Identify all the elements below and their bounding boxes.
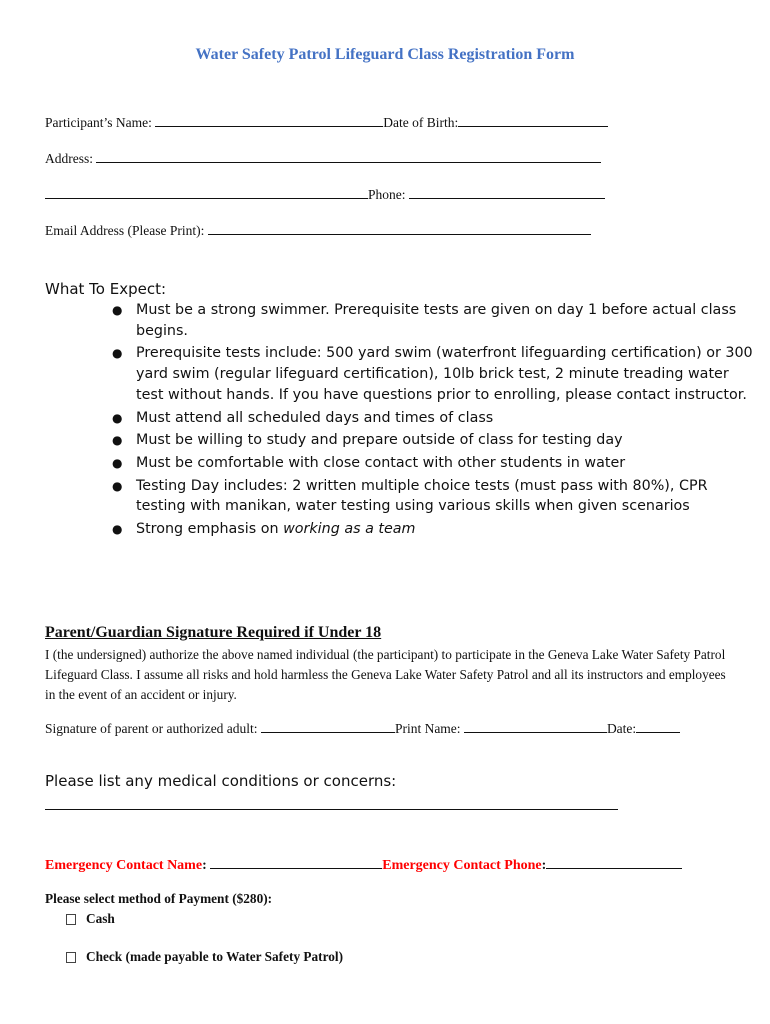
list-item: ● Testing Day includes: 2 written multiple choice tests (must pass with 80%), CPR testing with manikan, water testing using various skills when given scenarios [112,477,708,515]
bullet-icon: ● [112,346,123,361]
payment-option-cash[interactable] [66,911,115,927]
bullet-icon: ● [112,303,123,317]
medical-field[interactable] [45,797,618,810]
participant-name-label: Participant’s Name: [45,115,152,130]
signature-row [45,720,680,737]
address-label: Address: [45,151,93,166]
email-field[interactable] [208,222,591,235]
guardian-heading: Parent/Guardian Signature Required if Under 18 [45,624,382,641]
phone-label: Phone: [368,187,406,202]
payment-option-check[interactable] [66,949,343,965]
what-to-expect-heading: What To Expect: [45,280,167,298]
medical-row [45,797,618,814]
email-label: Email Address (Please Print): [45,223,205,238]
date-label: Date: [606,721,637,736]
emergency-name-field[interactable] [210,856,382,869]
participant-name-field[interactable] [155,114,383,127]
emergency-name-label: Emergency Contact Name [45,858,203,873]
address-phone-row [45,186,605,203]
list-item: ● Prerequisite tests include: 500 yard swim (waterfront lifeguarding certification) or 300 yard swim (regular lifeguard certification), 10lb brick test, 2 minute treading water test without hands. If you have questions prior to enrolling, please contact instructor. [112,345,753,403]
payment-heading: Please select method of Payment ($280): [45,891,273,906]
address-row [45,150,601,167]
address-field[interactable] [96,150,601,163]
dob-field[interactable] [458,114,608,127]
date-field[interactable] [636,720,680,733]
signature-field[interactable] [261,720,395,733]
emergency-row: Emergency Contact Name: Emergency Contact Phone: [45,856,682,874]
list-item: ● Strong emphasis on working as a team [136,519,756,540]
list-item: ● Must attend all scheduled days and times of class [136,408,756,429]
print-name-field[interactable] [464,720,607,733]
expect-list [110,300,756,542]
team-emphasis: working as a team [283,521,416,538]
bullet-icon: ● [112,455,123,470]
dob-label: Date of Birth: [383,115,459,130]
emergency-phone-field[interactable] [546,856,682,869]
email-row [45,222,591,239]
cash-label: Cash [86,911,115,926]
list-item: ● Must be comfortable with close contact with other students in water [136,453,756,474]
phone-field[interactable] [409,186,605,199]
list-item: ● Must be willing to study and prepare outside of class for testing day [136,430,756,451]
bullet-icon: ● [112,478,123,493]
guardian-paragraph: I (the undersigned) authorize the above named individual (the participant) to participate in the Geneva Lake Water Safety Patrol Lifeguard Class. I assume all risks and hold harmless the Geneva Lake Water Safety Patrol and all its instructors and employees in the event of an accident or injury. [45,647,726,702]
participant-row [45,114,608,131]
address-line2-field[interactable] [45,186,368,199]
medical-heading: Please list any medical conditions or concerns: [45,772,397,790]
signature-label: Signature of parent or authorized adult: [45,721,258,736]
emergency-phone-label: Emergency Contact Phone [382,858,542,873]
bullet-icon: ● [112,522,123,537]
bullet-icon: ● [112,410,123,425]
print-name-label: Print Name: [394,721,461,736]
form-title: Water Safety Patrol Lifeguard Class Registration Form [195,46,575,63]
check-checkbox[interactable] [66,952,76,963]
bullet-icon: ● [112,433,123,448]
check-label: Check (made payable to Water Safety Patrol) [86,949,344,964]
list-item: ● Must be a strong swimmer. Prerequisite tests are given on day 1 before actual class begins. [112,302,737,339]
cash-checkbox[interactable] [66,914,76,925]
